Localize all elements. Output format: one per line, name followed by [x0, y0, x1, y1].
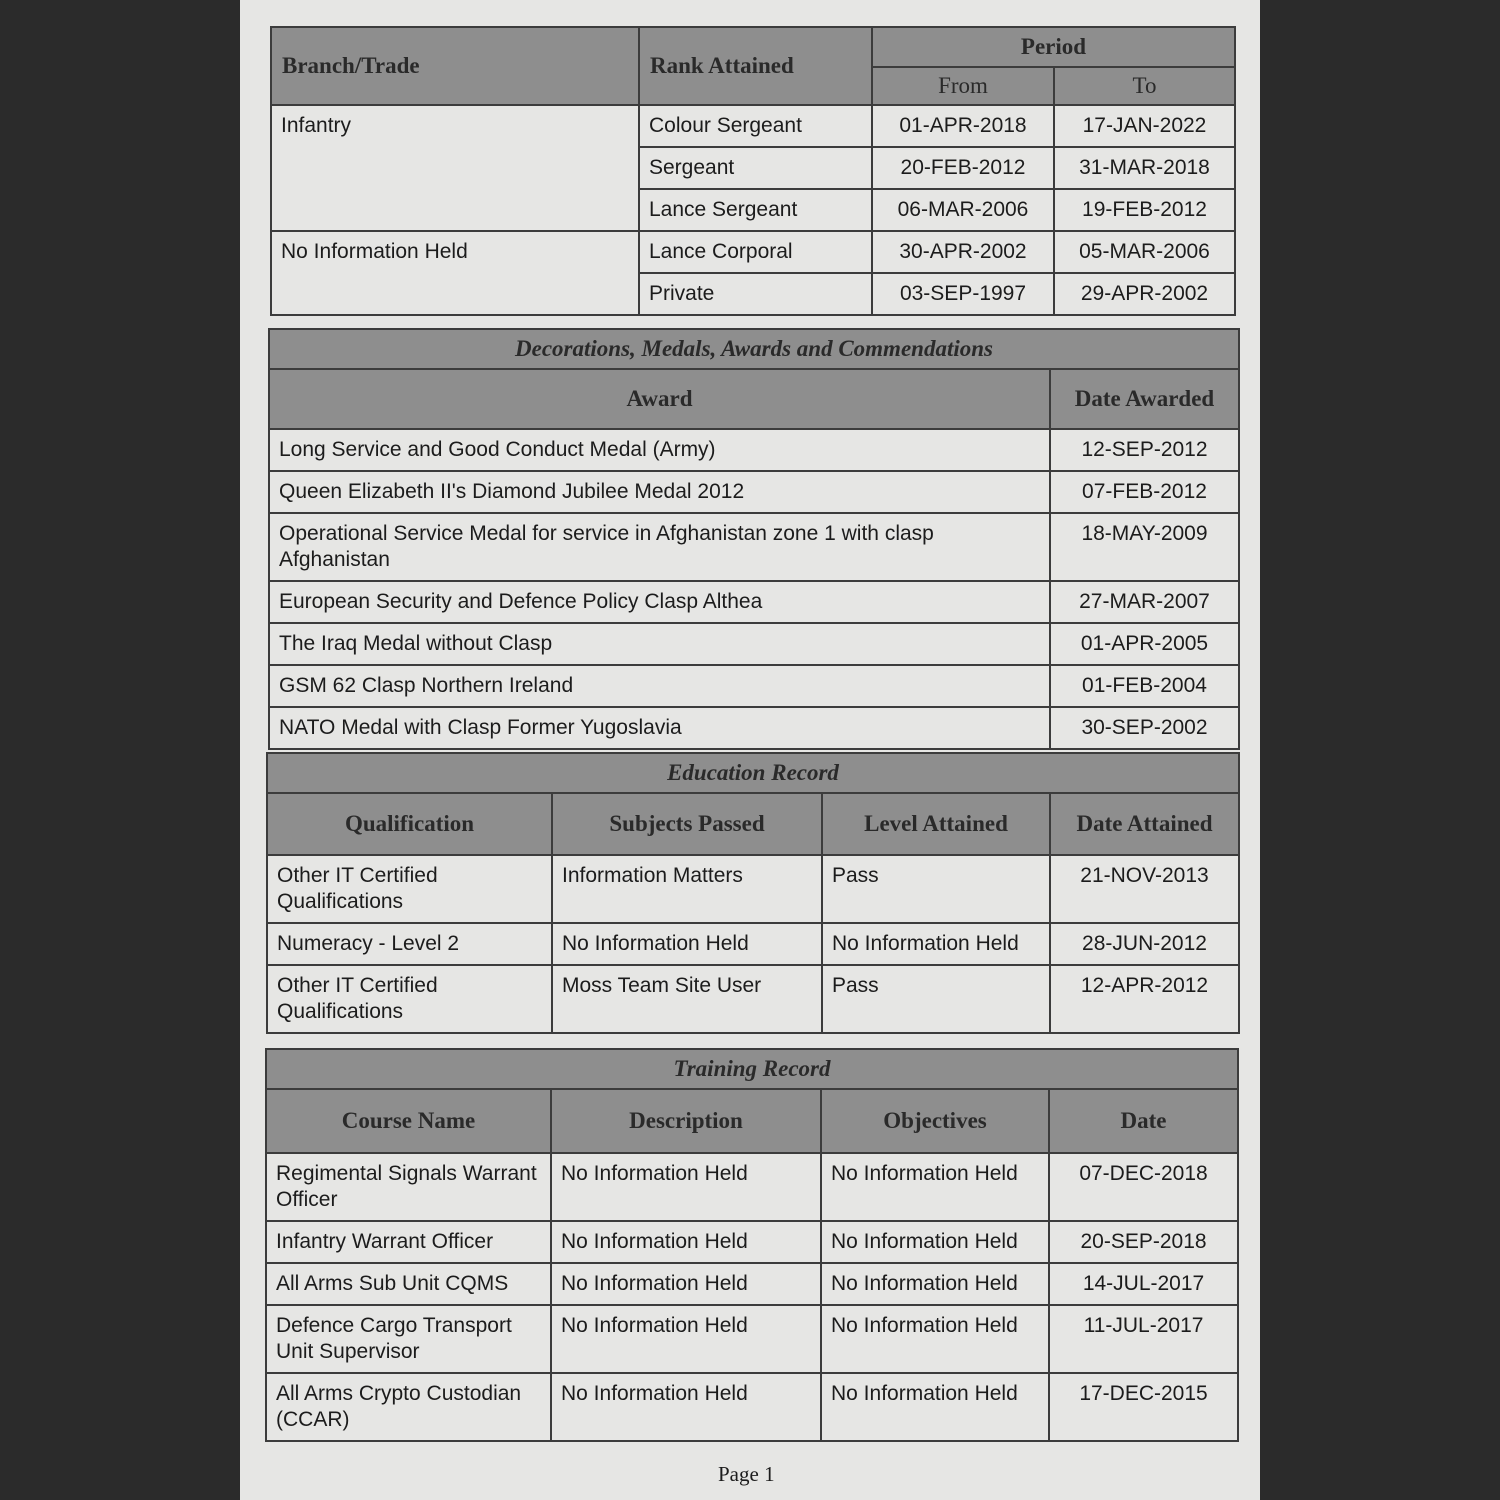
table-row: [267, 855, 1239, 923]
objectives-header: Objectives: [821, 1089, 1049, 1153]
from-cell: 20-FEB-2012: [872, 147, 1054, 189]
date-cell: 17-DEC-2015: [1049, 1373, 1238, 1441]
rank-cell: Private: [639, 273, 872, 315]
table-row: [266, 1263, 1238, 1305]
period-header: Period: [872, 27, 1235, 67]
education-caption: Education Record: [267, 753, 1239, 793]
to-cell: 05-MAR-2006: [1054, 231, 1235, 273]
from-cell: 01-APR-2018: [872, 105, 1054, 147]
table-row: [266, 1305, 1238, 1373]
branch-cell: Infantry: [271, 105, 639, 231]
date-cell: 20-SEP-2018: [1049, 1221, 1238, 1263]
branch-header: Branch/Trade: [271, 27, 639, 105]
table-row: [266, 1221, 1238, 1263]
level-header: Level Attained: [822, 793, 1050, 855]
course-cell: Defence Cargo Transport Unit Supervisor: [266, 1305, 551, 1373]
qualification-cell: Numeracy - Level 2: [267, 923, 552, 965]
table-row: [269, 707, 1239, 749]
award-header: Award: [269, 369, 1050, 429]
objectives-cell: No Information Held: [821, 1221, 1049, 1263]
awards-table: [268, 328, 1240, 750]
description-cell: No Information Held: [551, 1263, 821, 1305]
from-header: From: [872, 67, 1054, 105]
objectives-cell: No Information Held: [821, 1153, 1049, 1221]
subjects-header: Subjects Passed: [552, 793, 822, 855]
course-name-header: Course Name: [266, 1089, 551, 1153]
date-cell: 27-MAR-2007: [1050, 581, 1239, 623]
award-cell: The Iraq Medal without Clasp: [269, 623, 1050, 665]
education-table: [266, 752, 1240, 1034]
date-cell: 11-JUL-2017: [1049, 1305, 1238, 1373]
course-cell: Infantry Warrant Officer: [266, 1221, 551, 1263]
training-caption: Training Record: [266, 1049, 1238, 1089]
table-row: [269, 665, 1239, 707]
from-cell: 30-APR-2002: [872, 231, 1054, 273]
date-cell: 01-APR-2005: [1050, 623, 1239, 665]
table-row: [269, 581, 1239, 623]
date-cell: 30-SEP-2002: [1050, 707, 1239, 749]
to-cell: 31-MAR-2018: [1054, 147, 1235, 189]
date-cell: 12-SEP-2012: [1050, 429, 1239, 471]
qualification-cell: Other IT Certified Qualifications: [267, 965, 552, 1033]
description-header: Description: [551, 1089, 821, 1153]
to-cell: 19-FEB-2012: [1054, 189, 1235, 231]
award-cell: Queen Elizabeth II's Diamond Jubilee Medal 2012: [269, 471, 1050, 513]
table-row: [267, 923, 1239, 965]
date-cell: 07-DEC-2018: [1049, 1153, 1238, 1221]
objectives-cell: No Information Held: [821, 1263, 1049, 1305]
course-cell: All Arms Crypto Custodian (CCAR): [266, 1373, 551, 1441]
award-cell: GSM 62 Clasp Northern Ireland: [269, 665, 1050, 707]
table-row: [269, 429, 1239, 471]
document-page: [240, 0, 1260, 1500]
to-cell: 17-JAN-2022: [1054, 105, 1235, 147]
award-cell: European Security and Defence Policy Clasp Althea: [269, 581, 1050, 623]
rank-header: Rank Attained: [639, 27, 872, 105]
award-cell: Operational Service Medal for service in Afghanistan zone 1 with clasp Afghanistan: [269, 513, 1050, 581]
rank-cell: Lance Corporal: [639, 231, 872, 273]
date-cell: 07-FEB-2012: [1050, 471, 1239, 513]
branch-cell: No Information Held: [271, 231, 639, 315]
objectives-cell: No Information Held: [821, 1305, 1049, 1373]
course-cell: All Arms Sub Unit CQMS: [266, 1263, 551, 1305]
table-row: [266, 1153, 1238, 1221]
level-cell: Pass: [822, 855, 1050, 923]
description-cell: No Information Held: [551, 1373, 821, 1441]
date-cell: 21-NOV-2013: [1050, 855, 1239, 923]
course-cell: Regimental Signals Warrant Officer: [266, 1153, 551, 1221]
subjects-cell: No Information Held: [552, 923, 822, 965]
date-cell: 28-JUN-2012: [1050, 923, 1239, 965]
subjects-cell: Moss Team Site User: [552, 965, 822, 1033]
date-header: Date: [1049, 1089, 1238, 1153]
date-attained-header: Date Attained: [1050, 793, 1239, 855]
page-number: Page 1: [718, 1462, 775, 1486]
to-cell: 29-APR-2002: [1054, 273, 1235, 315]
description-cell: No Information Held: [551, 1305, 821, 1373]
table-row: [271, 105, 1235, 147]
date-cell: 01-FEB-2004: [1050, 665, 1239, 707]
table-row: [267, 965, 1239, 1033]
objectives-cell: No Information Held: [821, 1373, 1049, 1441]
description-cell: No Information Held: [551, 1153, 821, 1221]
table-row: [269, 513, 1239, 581]
table-row: [271, 231, 1235, 273]
rank-cell: Sergeant: [639, 147, 872, 189]
level-cell: Pass: [822, 965, 1050, 1033]
level-cell: No Information Held: [822, 923, 1050, 965]
training-table: [265, 1048, 1239, 1442]
table-row: [266, 1373, 1238, 1441]
table-row: [269, 471, 1239, 513]
award-cell: NATO Medal with Clasp Former Yugoslavia: [269, 707, 1050, 749]
rank-cell: Colour Sergeant: [639, 105, 872, 147]
date-awarded-header: Date Awarded: [1050, 369, 1239, 429]
subjects-cell: Information Matters: [552, 855, 822, 923]
to-header: To: [1054, 67, 1235, 105]
date-cell: 14-JUL-2017: [1049, 1263, 1238, 1305]
date-cell: 18-MAY-2009: [1050, 513, 1239, 581]
from-cell: 06-MAR-2006: [872, 189, 1054, 231]
award-cell: Long Service and Good Conduct Medal (Army): [269, 429, 1050, 471]
date-cell: 12-APR-2012: [1050, 965, 1239, 1033]
qualification-header: Qualification: [267, 793, 552, 855]
awards-caption: Decorations, Medals, Awards and Commendations: [269, 329, 1239, 369]
service-history-table: [270, 26, 1236, 316]
rank-cell: Lance Sergeant: [639, 189, 872, 231]
description-cell: No Information Held: [551, 1221, 821, 1263]
qualification-cell: Other IT Certified Qualifications: [267, 855, 552, 923]
from-cell: 03-SEP-1997: [872, 273, 1054, 315]
table-row: [269, 623, 1239, 665]
